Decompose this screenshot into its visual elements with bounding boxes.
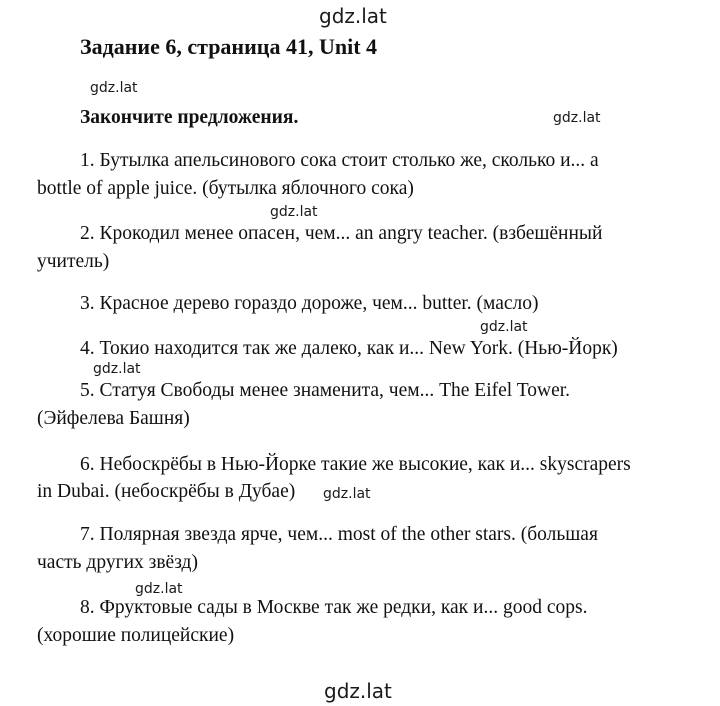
watermark: gdz.lat: [135, 581, 183, 597]
item-2-line-1: 2. Крокодил менее опасен, чем... an angry teacher. (взбешённый: [80, 223, 603, 244]
item-1-line-2: bottle of apple juice. (бутылка яблочного сока): [37, 178, 414, 199]
watermark: gdz.lat: [553, 110, 601, 126]
watermark: gdz.lat: [90, 80, 138, 96]
item-5-line-2: (Эйфелева Башня): [37, 408, 190, 429]
watermark-bottom: gdz.lat: [324, 679, 392, 703]
watermark: gdz.lat: [93, 361, 141, 377]
instruction: Закончите предложения.: [80, 107, 299, 128]
item-6-line-1: 6. Небоскрёбы в Нью-Йорке такие же высокие, как и... skyscrapers: [80, 454, 631, 475]
watermark: gdz.lat: [323, 486, 371, 502]
item-1-line-1: 1. Бутылка апельсинового сока стоит столько же, сколько и... a: [80, 150, 599, 171]
item-3-line-1: 3. Красное дерево гораздо дороже, чем... butter. (масло): [80, 293, 539, 314]
item-6-line-2: in Dubai. (небоскрёбы в Дубае): [37, 481, 296, 502]
watermark: gdz.lat: [270, 204, 318, 220]
item-8-line-2: (хорошие полицейские): [37, 625, 235, 646]
item-5-line-1: 5. Статуя Свободы менее знаменита, чем... The Eifel Tower.: [80, 380, 571, 401]
item-7-line-2: часть других звёзд): [37, 552, 198, 573]
page-title: Задание 6, страница 41, Unit 4: [80, 34, 378, 59]
item-7-line-1: 7. Полярная звезда ярче, чем... most of the other stars. (большая: [80, 524, 598, 545]
item-8-line-1: 8. Фруктовые сады в Москве так же редки, как и... good cops.: [80, 597, 588, 618]
item-4-line-1: 4. Токио находится так же далеко, как и... New York. (Нью-Йорк): [80, 338, 618, 359]
watermark: gdz.lat: [480, 319, 528, 335]
item-2-line-2: учитель): [37, 251, 110, 272]
watermark-top: gdz.lat: [319, 4, 387, 28]
